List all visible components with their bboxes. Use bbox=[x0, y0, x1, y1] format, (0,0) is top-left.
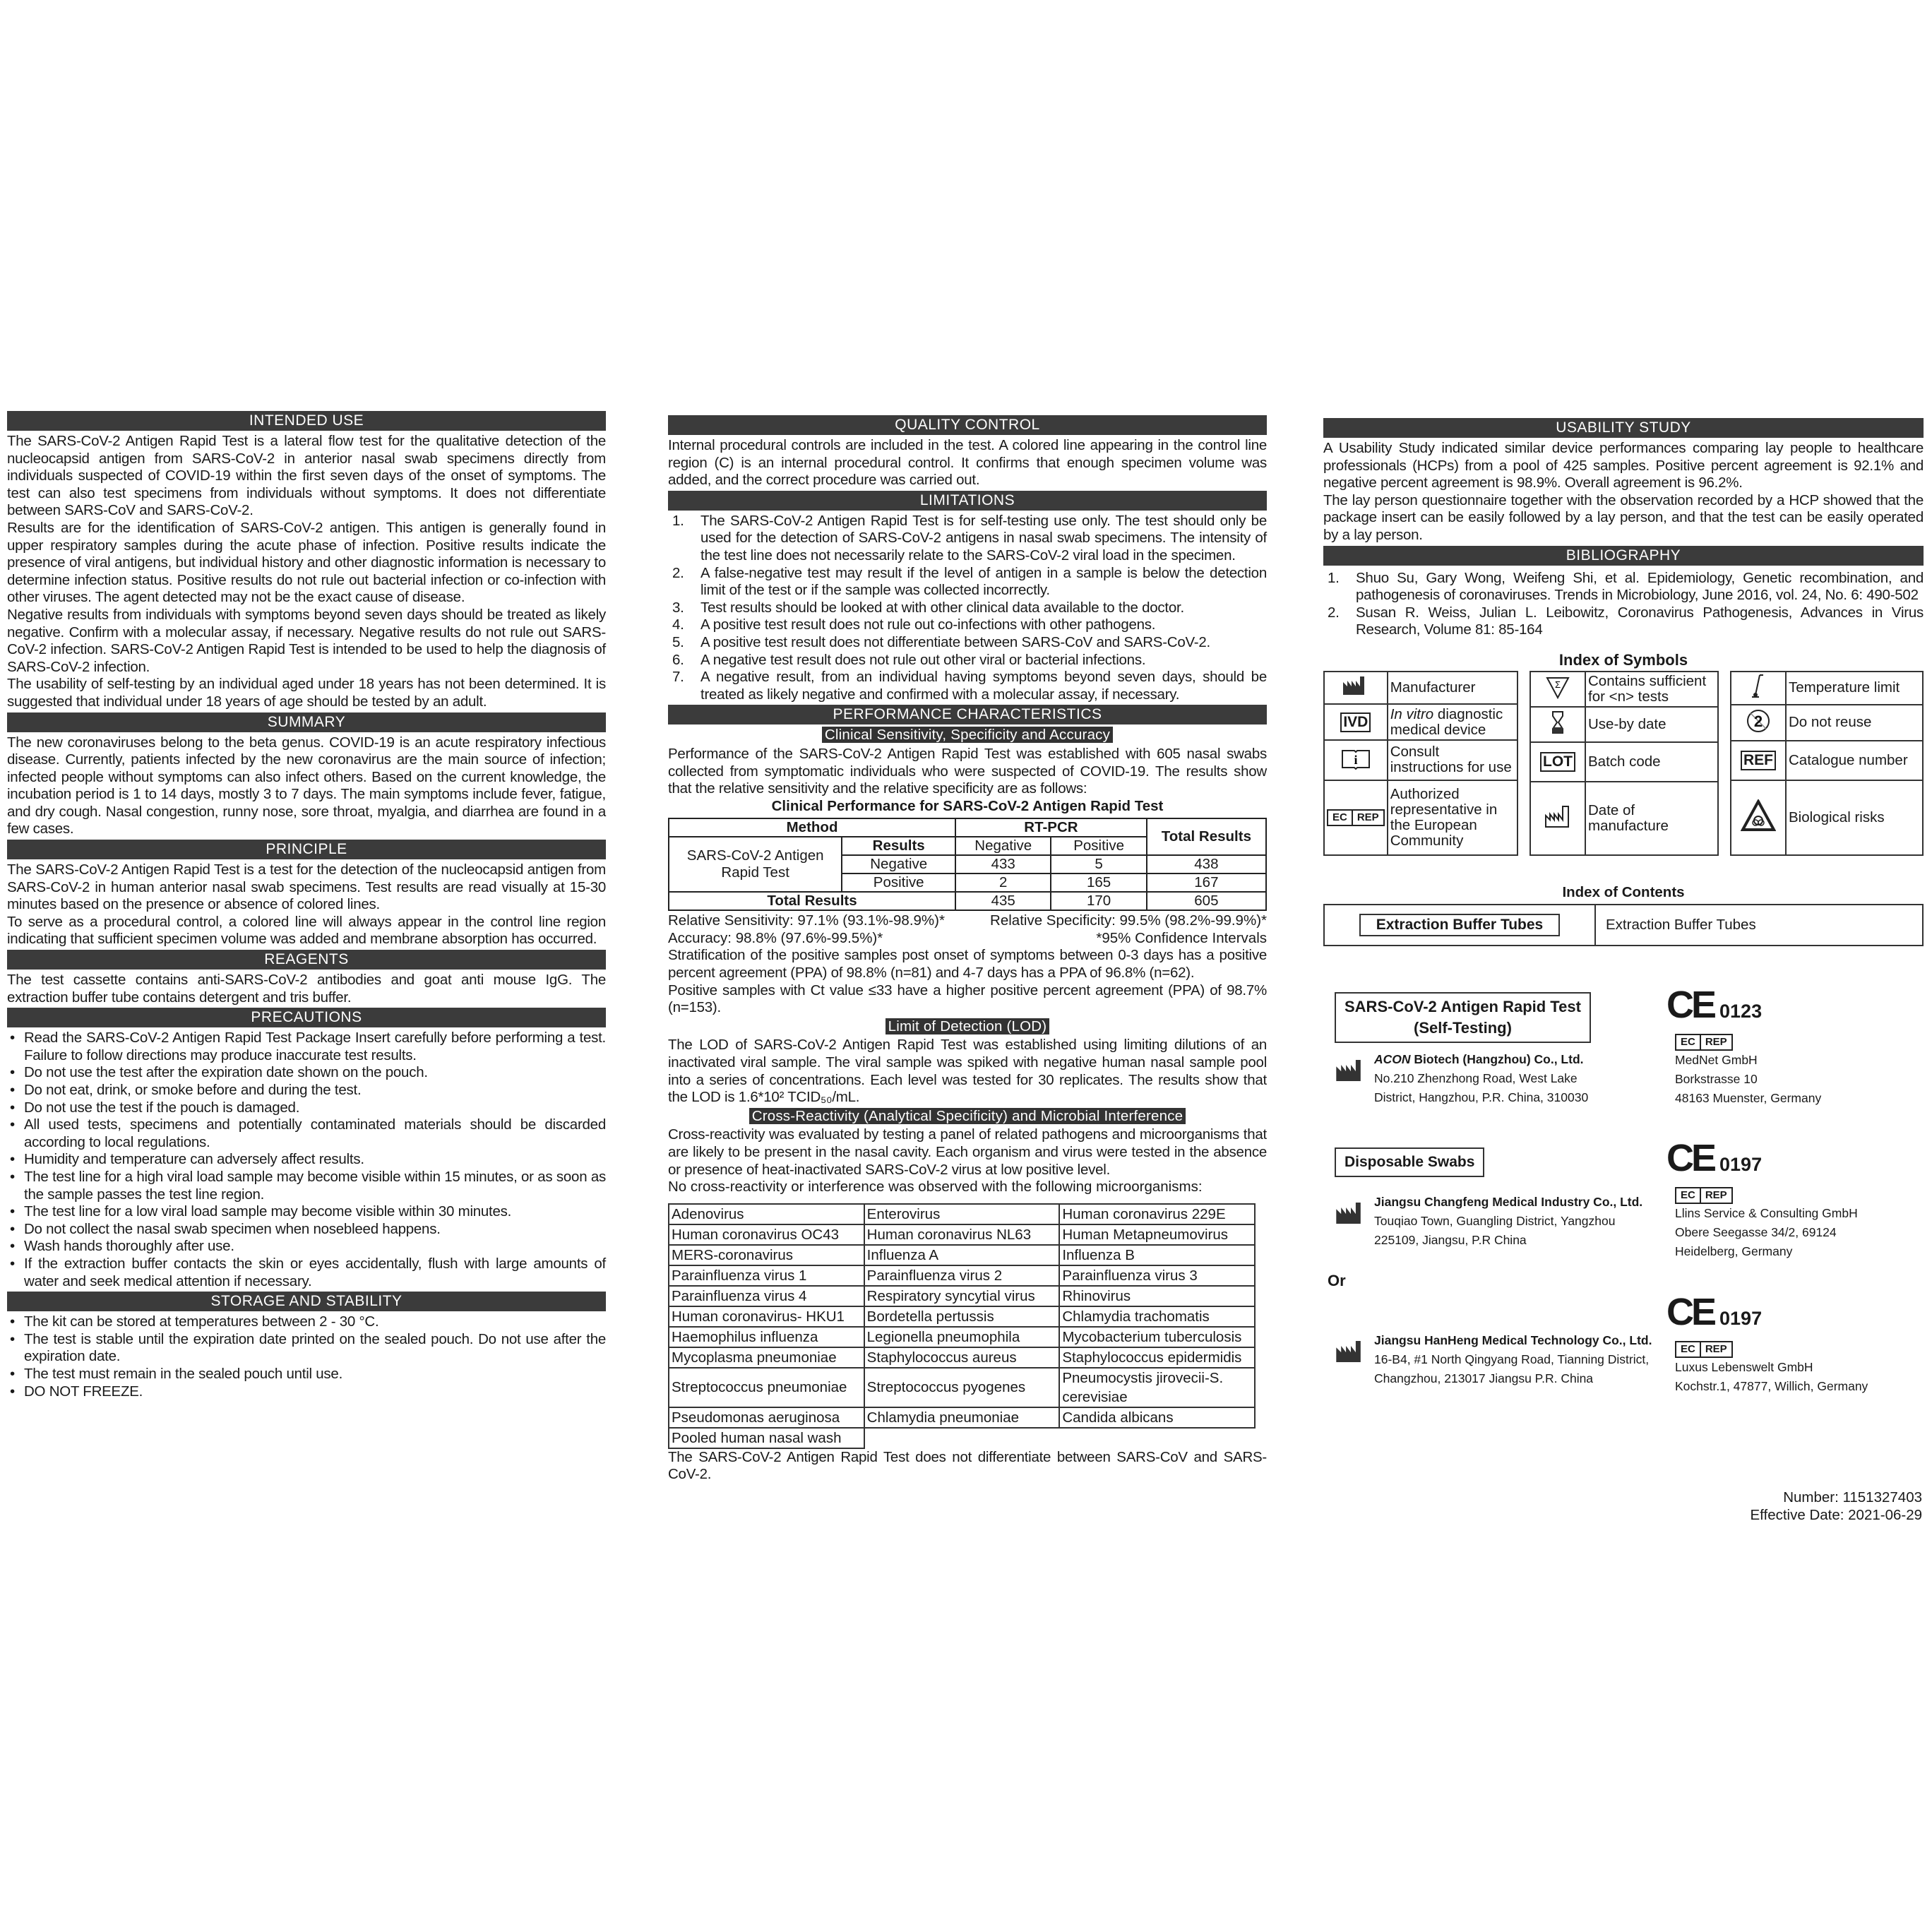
lod-subheading-row bbox=[668, 1018, 1267, 1036]
organism-cell: Streptococcus pneumoniae bbox=[669, 1368, 864, 1407]
symbol-icon-cell bbox=[1530, 672, 1585, 707]
item-number: 3. bbox=[672, 599, 684, 616]
swabs-label: Disposable Swabs bbox=[1344, 1154, 1475, 1170]
table-cell: 167 bbox=[1147, 873, 1266, 892]
organism-cell: MERS-coronavirus bbox=[669, 1245, 864, 1265]
intended-use-paragraph: The SARS-CoV-2 Antigen Rapid Test is a lateral flow test for the qualitative detection of the nucleocapsid antigen from SARS-CoV-2 in anterior nasal swab specimens directly from individuals suspected of COVID-19 within the first seven days of the onset of symptoms. The test can also test specimens from individuals without symptoms. It does not differentiate between SARS-CoV and SARS-CoV-2. bbox=[7, 433, 606, 519]
cross-subheading: Cross-Reactivity (Analytical Specificity) and Microbial Interference bbox=[749, 1108, 1186, 1124]
clinical-subheading: Clinical Sensitivity, Specificity and Accuracy bbox=[822, 727, 1113, 743]
header-cell: Positive bbox=[1051, 837, 1146, 855]
ec-label: EC bbox=[1681, 1343, 1695, 1355]
header-cell: Method bbox=[669, 818, 955, 837]
lot-icon: LOT bbox=[1540, 752, 1575, 772]
middle-column bbox=[668, 414, 1267, 1484]
product-title-box bbox=[1335, 992, 1591, 1043]
principle-paragraph: The SARS-CoV-2 Antigen Rapid Test is a test for the detection of the nucleocapsid antigen from SARS-CoV-2 in human anterior nasal swab specimens. Test results are read visually at 15-30 minutes based on the presence or absence of colored lines. bbox=[7, 861, 606, 913]
contents-item-text: Extraction Buffer Tubes bbox=[1606, 916, 1756, 933]
symbol-label: Consult instructions for use bbox=[1388, 740, 1517, 780]
manufacturer-changfeng bbox=[1335, 1193, 1642, 1250]
bibliography-list bbox=[1323, 570, 1924, 639]
product-block bbox=[1335, 992, 1591, 1107]
symbol-label: Temperature limit bbox=[1786, 672, 1923, 705]
symbols-title: Index of Symbols bbox=[1558, 650, 1688, 669]
principle-paragraph: To serve as a procedural control, a colored line will always appear in the control line region indicating that sufficient specimen volume was added and membrane absorption has occurred. bbox=[7, 913, 606, 948]
table-row bbox=[669, 1306, 1255, 1327]
right-column bbox=[1323, 417, 1924, 946]
bibliography-header: BIBLIOGRAPHY bbox=[1323, 546, 1924, 566]
contents-left bbox=[1325, 905, 1596, 945]
symbol-icon-cell bbox=[1530, 742, 1585, 782]
item-number: 6. bbox=[672, 651, 684, 668]
list-item bbox=[668, 513, 1267, 565]
symbol-label: Batch code bbox=[1585, 742, 1718, 782]
organism-cell: Chlamydia trachomatis bbox=[1059, 1306, 1255, 1327]
ec-label: EC bbox=[1681, 1036, 1695, 1048]
ce-mark: CE 0197 bbox=[1666, 1137, 1763, 1179]
header-cell: Results bbox=[842, 837, 955, 855]
organism-cell: Chlamydia pneumoniae bbox=[864, 1407, 1060, 1428]
product-block bbox=[1666, 985, 1821, 1108]
limitations-list bbox=[668, 513, 1267, 704]
symbol-row bbox=[1324, 780, 1517, 855]
organism-cell: Parainfluenza virus 1 bbox=[669, 1265, 864, 1286]
symbol-icon-cell bbox=[1731, 741, 1786, 781]
ec-label: EC bbox=[1681, 1189, 1695, 1201]
organism-cell: Human coronavirus 229E bbox=[1059, 1204, 1255, 1224]
manufacturer-info bbox=[1374, 1193, 1642, 1250]
organism-cell: Human coronavirus OC43 bbox=[669, 1224, 864, 1245]
symbol-row bbox=[1731, 672, 1923, 705]
product-block bbox=[1666, 1292, 1868, 1396]
symbol-row bbox=[1530, 672, 1718, 707]
table-row bbox=[669, 1265, 1255, 1286]
principle-header: PRINCIPLE bbox=[7, 840, 606, 859]
specificity: Relative Specificity: 99.5% (98.2%-99.9%)* bbox=[990, 912, 1267, 929]
address-line: Changzhou, 213017 Jiangsu P.R. China bbox=[1374, 1371, 1594, 1385]
symbol-row bbox=[1530, 782, 1718, 855]
ivd-icon: IVD bbox=[1340, 712, 1371, 732]
symbol-label: Contains sufficient for <n> tests bbox=[1585, 672, 1718, 707]
table-cell: 438 bbox=[1147, 855, 1266, 873]
manufacturer-name: Jiangsu HanHeng Medical Technology Co., Ltd. bbox=[1374, 1333, 1652, 1347]
symbol-label: In vitro diagnostic medical device bbox=[1388, 704, 1517, 740]
table-row bbox=[669, 1347, 1255, 1368]
closing-text: The SARS-CoV-2 Antigen Rapid Test does not differentiate between SARS-CoV and SARS-CoV-2. bbox=[668, 1448, 1267, 1483]
address-line: Touqiao Town, Guangling District, Yangzhou bbox=[1374, 1214, 1616, 1228]
list-item bbox=[668, 616, 1267, 634]
brand: ACON bbox=[1374, 1052, 1411, 1066]
item-text: A positive test result does not differentiate between SARS-CoV and SARS-CoV-2. bbox=[700, 633, 1210, 650]
summary-paragraph: The new coronaviruses belong to the beta genus. COVID-19 is an acute respiratory infectious disease. Currently, patients infected by the new coronavirus are the main source of infection; infected people without symptoms can also infect others. Based on the current knowledge, the incubation period is 1 to 14 days, mostly 3 to 7 days. The main symptoms include fever, fatigue, and dry cough. Nasal congestion, runny nose, sore throat, myalgia, and diarrhea are found in a few cases. bbox=[7, 734, 606, 837]
item-number: 7. bbox=[672, 669, 684, 686]
organisms-table bbox=[668, 1203, 1256, 1449]
organism-cell: Rhinovirus bbox=[1059, 1286, 1255, 1306]
manufacturer-hanheng bbox=[1335, 1331, 1652, 1388]
table-cell: Total Results bbox=[669, 892, 955, 910]
rep-address-line: Llins Service & Consulting GmbH bbox=[1675, 1206, 1858, 1220]
item-text: A positive test result does not rule out co-infections with other pathogens. bbox=[700, 616, 1156, 633]
ci-note: *95% Confidence Intervals bbox=[1096, 929, 1267, 946]
quality-control-header: QUALITY CONTROL bbox=[668, 415, 1267, 435]
list-item bbox=[668, 600, 1267, 617]
svg-text:Σ: Σ bbox=[1554, 679, 1561, 691]
contents-title: Index of Contents bbox=[1562, 883, 1685, 900]
lod-subheading: Limit of Detection (LOD) bbox=[886, 1018, 1050, 1034]
effective-date: Effective Date: 2021-06-29 bbox=[1750, 1507, 1922, 1523]
cross-subheading-row bbox=[668, 1108, 1267, 1126]
symbol-icon-cell bbox=[1324, 780, 1388, 855]
thermometer-icon bbox=[1748, 686, 1769, 703]
product-sub: (Self-Testing) bbox=[1414, 1019, 1512, 1037]
contents-item-boxed: Extraction Buffer Tubes bbox=[1359, 914, 1560, 937]
table-cell: 433 bbox=[955, 855, 1051, 873]
symbol-label: Date of manufacture bbox=[1585, 782, 1718, 855]
rep-address-line: MedNet GmbH bbox=[1675, 1053, 1758, 1067]
accuracy: Accuracy: 98.8% (97.6%-99.5%)* bbox=[668, 929, 883, 946]
product-block bbox=[1666, 1138, 1858, 1261]
biohazard-icon bbox=[1741, 819, 1776, 835]
product-name: SARS-CoV-2 Antigen Rapid Test bbox=[1344, 998, 1581, 1015]
header-cell: RT-PCR bbox=[955, 818, 1147, 837]
symbols-grid bbox=[1323, 671, 1924, 856]
table-row bbox=[669, 1204, 1255, 1224]
table-row bbox=[669, 892, 1266, 910]
company: Biotech (Hangzhou) Co., Ltd. bbox=[1410, 1052, 1584, 1066]
table-row bbox=[669, 1286, 1255, 1306]
organism-cell: Parainfluenza virus 3 bbox=[1059, 1265, 1255, 1286]
rep-address-line: Heidelberg, Germany bbox=[1675, 1244, 1793, 1258]
rep-label: REP bbox=[1352, 811, 1383, 825]
item-number: 1. bbox=[672, 512, 684, 529]
table-cell: 5 bbox=[1051, 855, 1146, 873]
cross-text-2: No cross-reactivity or interference was observed with the following microorganisms: bbox=[668, 1179, 1203, 1195]
item-text: A negative test result does not rule out other viral or bacterial infections. bbox=[700, 651, 1146, 668]
symbol-label: Biological risks bbox=[1786, 780, 1923, 854]
product-block bbox=[1335, 1324, 1652, 1388]
organism-cell: Parainfluenza virus 4 bbox=[669, 1286, 864, 1306]
ec-label: EC bbox=[1332, 811, 1347, 824]
symbol-label: Do not reuse bbox=[1786, 705, 1923, 741]
item-number: 4. bbox=[672, 616, 684, 633]
table-cell: 435 bbox=[955, 892, 1051, 910]
organism-cell: Mycoplasma pneumoniae bbox=[669, 1347, 864, 1368]
stats-row bbox=[668, 912, 1267, 930]
cross-text: Cross-reactivity was evaluated by testing a panel of related pathogens and microorganisms that are likely to be present in the nasal cavity. Each organism and virus were tested in the absence or presence of heat-inactivated SARS-CoV-2 virus at low positive level. bbox=[668, 1126, 1267, 1178]
list-item: • The test is stable until the expiration date printed on the sealed pouch. Do not use after the expiration date. bbox=[7, 1331, 606, 1366]
table-cell: 605 bbox=[1147, 892, 1266, 910]
organism-cell: Human coronavirus- HKU1 bbox=[669, 1306, 864, 1327]
table-row bbox=[669, 1327, 1255, 1347]
organism-cell: Candida albicans bbox=[1059, 1407, 1255, 1428]
list-item: • All used tests, specimens and potentially contaminated materials should be discarded according to local regulations. bbox=[7, 1116, 606, 1151]
list-item bbox=[1323, 604, 1924, 639]
symbol-row bbox=[1324, 740, 1517, 780]
list-item: • The test must remain in the sealed pouch until use. bbox=[7, 1366, 606, 1383]
rep-address-line: Kochstr.1, 47877, Willich, Germany bbox=[1675, 1379, 1868, 1393]
stratification-text: Stratification of the positive samples post onset of symptoms between 0-3 days has a positive percent agreement (PPA) of 98.8% (n=81) and 4-7 days has a PPA of 96.8% (n=62). bbox=[668, 947, 1267, 982]
symbols-table bbox=[1323, 671, 1518, 856]
organism-cell: Legionella pneumophila bbox=[864, 1327, 1060, 1347]
manufacturer-icon bbox=[1335, 1338, 1367, 1388]
list-item: • The test line for a low viral load sample may become visible within 30 minutes. bbox=[7, 1203, 606, 1221]
manufacturer-name bbox=[1374, 1050, 1588, 1069]
symbol-row bbox=[1731, 741, 1923, 781]
item-text: The SARS-CoV-2 Antigen Rapid Test is for self-testing use only. The test should only be used for the detection of SARS-CoV-2 antigens in nasal swab specimens. The intensity of the test line does not necessarily relate to the SARS-CoV-2 viral load in the specimen. bbox=[700, 512, 1267, 564]
ce-mark: CE 0197 bbox=[1666, 1291, 1763, 1333]
address-line: District, Hangzhou, P.R. China, 310030 bbox=[1374, 1090, 1589, 1104]
table-cell: Negative bbox=[842, 855, 955, 873]
manufacturer-icon bbox=[1335, 1200, 1367, 1250]
rep-address-line: Obere Seegasse 34/2, 69124 bbox=[1675, 1225, 1837, 1239]
symbol-label: Manufacturer bbox=[1388, 672, 1517, 705]
item-number: 5. bbox=[672, 633, 684, 650]
organism-cell: Staphylococcus epidermidis bbox=[1059, 1347, 1255, 1368]
organism-cell: Human coronavirus NL63 bbox=[864, 1224, 1060, 1245]
symbol-icon-cell bbox=[1324, 672, 1388, 705]
intended-use-paragraph: Negative results from individuals with symptoms beyond seven days should be treated as likely negative. Confirm with a molecular assay, if necessary. Negative results do not rule out SARS-CoV-2 infection. SARS-CoV-2 Antigen Rapid Test is intended to be used to help the diagnosis of SARS-CoV-2 infection. bbox=[7, 606, 606, 675]
list-item bbox=[668, 652, 1267, 669]
item-text: Test results should be looked at with other clinical data available to the doctor. bbox=[700, 599, 1184, 616]
symbols-table bbox=[1530, 671, 1719, 856]
consult-instructions-icon bbox=[1341, 752, 1371, 774]
rep-address-line: Borkstrasse 10 bbox=[1675, 1072, 1758, 1086]
symbol-icon-cell bbox=[1731, 705, 1786, 741]
item-text: A false-negative test may result if the level of antigen in a sample is below the detection limit of the test or if the sample was collected incorrectly. bbox=[700, 564, 1267, 599]
symbol-row bbox=[1731, 780, 1923, 854]
storage-list bbox=[7, 1313, 606, 1400]
summary-header: SUMMARY bbox=[7, 712, 606, 732]
ce-number: 0123 bbox=[1719, 1001, 1763, 1022]
organism-cell: Enterovirus bbox=[864, 1204, 1060, 1224]
symbol-row bbox=[1530, 707, 1718, 742]
reagents-header: REAGENTS bbox=[7, 950, 606, 970]
performance-header: PERFORMANCE CHARACTERISTICS bbox=[668, 705, 1267, 724]
list-item: • Wash hands thoroughly after use. bbox=[7, 1238, 606, 1256]
table-row bbox=[669, 1245, 1255, 1265]
limitations-header: LIMITATIONS bbox=[668, 491, 1267, 511]
lod-text: The LOD of SARS-CoV-2 Antigen Rapid Test was established using limiting dilutions of an inactivated viral sample. The viral sample was spiked with negative human nasal sample pool into a series of concentrations. Each level was tested for 30 replicates. The results show that the LOD is 1.6*10² TCID₅₀/mL. bbox=[668, 1037, 1267, 1106]
manufacturer-info bbox=[1374, 1331, 1652, 1388]
intended-use-header: INTENDED USE bbox=[7, 411, 606, 431]
svg-text:i: i bbox=[1354, 752, 1358, 767]
organism-cell: Pseudomonas aeruginosa bbox=[669, 1407, 864, 1428]
table-row bbox=[669, 1407, 1255, 1428]
symbol-label: Authorized representative in the European Community bbox=[1388, 780, 1517, 855]
ec-rep-icon bbox=[1675, 1034, 1733, 1051]
symbol-icon-cell bbox=[1324, 740, 1388, 780]
sigma-tests-icon bbox=[1545, 679, 1570, 703]
symbol-icon-cell bbox=[1530, 782, 1585, 855]
rep-address-line: 48163 Muenster, Germany bbox=[1675, 1091, 1822, 1105]
table-cell: 165 bbox=[1051, 873, 1146, 892]
ec-rep-icon bbox=[1327, 809, 1385, 826]
table-row bbox=[669, 818, 1266, 837]
list-item bbox=[1323, 570, 1924, 604]
organism-cell: Respiratory syncytial virus bbox=[864, 1286, 1060, 1306]
organism-cell: Haemophilus influenza bbox=[669, 1327, 864, 1347]
product-block bbox=[1335, 1147, 1642, 1250]
list-item bbox=[668, 634, 1267, 652]
list-item: • Do not use the test after the expiration date shown on the pouch. bbox=[7, 1064, 606, 1082]
ref-icon: REF bbox=[1741, 751, 1776, 770]
header-cell: Negative bbox=[955, 837, 1051, 855]
table-cell: Positive bbox=[842, 873, 955, 892]
symbol-icon-cell bbox=[1530, 707, 1585, 742]
list-item: • Do not use the test if the pouch is damaged. bbox=[7, 1099, 606, 1117]
list-item bbox=[668, 669, 1267, 703]
footer bbox=[1751, 1489, 1923, 1524]
organism-cell: Adenovirus bbox=[669, 1204, 864, 1224]
manufacturer-icon bbox=[1342, 684, 1370, 700]
reagents-paragraph: The test cassette contains anti-SARS-CoV-2 antibodies and goat anti mouse IgG. The extraction buffer tube contains detergent and tris buffer. bbox=[7, 972, 606, 1006]
manufacturer-acon bbox=[1335, 1050, 1591, 1107]
rep-label: REP bbox=[1700, 1035, 1731, 1049]
address-line: 16-B4, #1 North Qingyang Road, Tianning District, bbox=[1374, 1352, 1650, 1366]
list-item: • Read the SARS-CoV-2 Antigen Rapid Test Package Insert carefully before performing a test. Failure to follow directions may produce inaccurate test results. bbox=[7, 1030, 606, 1064]
product-block: Or bbox=[1328, 1272, 1346, 1289]
symbol-row bbox=[1731, 705, 1923, 741]
ce-mark: CE 0123 bbox=[1666, 984, 1763, 1026]
organism-cell: Staphylococcus aureus bbox=[864, 1347, 1060, 1368]
table-row bbox=[669, 1224, 1255, 1245]
date-of-manufacture-icon bbox=[1544, 816, 1572, 832]
intended-use-paragraph: Results are for the identification of SARS-CoV-2 antigen. This antigen is generally found in upper respiratory samples during the acute phase of infection. Positive results indicate the presence of viral antigens, but individual history and other diagnostic information is necessary to determine infection status. Positive results do not rule out bacterial infection or co-infection with other viruses. The agent detected may not be the exact cause of disease. bbox=[7, 519, 606, 606]
swabs-title-box bbox=[1335, 1147, 1484, 1177]
storage-header: STORAGE AND STABILITY bbox=[7, 1292, 606, 1311]
organism-cell: Parainfluenza virus 2 bbox=[864, 1265, 1060, 1286]
item-number: 2. bbox=[1328, 604, 1340, 621]
symbol-icon-cell bbox=[1324, 704, 1388, 740]
symbol-row bbox=[1530, 742, 1718, 782]
document-number: Number: 1151327403 bbox=[1783, 1489, 1922, 1505]
item-text: Susan R. Weiss, Julian L. Leibowitz, Coronavirus Pathogenesis, Advances in Virus Research, Volume 81: 85-164 bbox=[1356, 604, 1924, 638]
list-item: • The test line for a high viral load sample may become visible within 15 minutes, or as soon as the sample passes the test line region. bbox=[7, 1169, 606, 1203]
svg-text:2: 2 bbox=[1753, 712, 1763, 730]
address-line: 225109, Jiangsu, P.R China bbox=[1374, 1233, 1527, 1247]
symbol-label: Use-by date bbox=[1585, 707, 1718, 742]
rep-address-line: Luxus Lebenswelt GmbH bbox=[1675, 1360, 1813, 1374]
organism-cell: Influenza B bbox=[1059, 1245, 1255, 1265]
ct-text: Positive samples with Ct value ≤33 have a higher positive percent agreement (PPA) of 98.7% (n=153). bbox=[668, 982, 1267, 1016]
organism-cell: Influenza A bbox=[864, 1245, 1060, 1265]
symbol-row bbox=[1324, 704, 1517, 740]
usability-paragraph: The lay person questionnaire together with the observation recorded by a HCP showed that the package insert can be easily followed by a lay person, and that the test can be easily operated by a lay person. bbox=[1323, 491, 1924, 543]
item-number: 2. bbox=[672, 564, 684, 581]
address-line: No.210 Zhenzhong Road, West Lake bbox=[1374, 1071, 1578, 1085]
symbol-label: Catalogue number bbox=[1786, 741, 1923, 781]
list-item: • Humidity and temperature can adversely affect results. bbox=[7, 1151, 606, 1169]
manufacturer-info bbox=[1374, 1050, 1588, 1107]
contents-box bbox=[1323, 904, 1924, 946]
list-item: • The kit can be stored at temperatures between 2 - 30 °C. bbox=[7, 1313, 606, 1331]
precautions-header: PRECAUTIONS bbox=[7, 1008, 606, 1027]
manufacturer-name: Jiangsu Changfeng Medical Industry Co., Ltd. bbox=[1374, 1195, 1643, 1209]
symbol-row bbox=[1324, 672, 1517, 705]
ec-rep-icon bbox=[1675, 1341, 1733, 1358]
intended-use-paragraph: The usability of self-testing by an individual aged under 18 years has not been determined. It is suggested that individual under 18 years of age should be tested by an adult. bbox=[7, 676, 606, 710]
stats-row bbox=[668, 930, 1267, 948]
item-text: Shuo Su, Gary Wong, Weifeng Shi, et al. Epidemiology, Genetic recombination, and pathogenesis of coronaviruses. Trends in Microbiology, June 2016, vol. 24, No. 6: 490-502 bbox=[1356, 569, 1924, 604]
ce-number: 0197 bbox=[1719, 1308, 1763, 1329]
rep-label: REP bbox=[1700, 1188, 1731, 1203]
organism-cell: Human Metapneumovirus bbox=[1059, 1224, 1255, 1245]
list-item: • If the extraction buffer contacts the skin or eyes accidentally, flush with large amounts of water and seek medical attention if necessary. bbox=[7, 1256, 606, 1290]
usability-paragraph: A Usability Study indicated similar device performances comparing lay people to healthcare professionals (HCPs) from a pool of 425 samples. Positive percent agreement is 92.1% and negative percent agreement is 98.9%. Overall agreement is 96.2%. bbox=[1323, 440, 1924, 491]
clinical-text: Performance of the SARS-CoV-2 Antigen Rapid Test was established with 605 nasal swabs collected from symptomatic individuals who were suspected of COVID-19. The results show that the relative sensitivity and the relative specificity are as follows: bbox=[668, 745, 1267, 797]
organism-cell: Mycobacterium tuberculosis bbox=[1059, 1327, 1255, 1347]
header-cell: Total Results bbox=[1147, 818, 1266, 855]
table-title: Clinical Performance for SARS-CoV-2 Antigen Rapid Test bbox=[771, 797, 1164, 814]
sensitivity: Relative Sensitivity: 97.1% (93.1%-98.9%)* bbox=[668, 912, 945, 929]
test-name-cell: SARS-CoV-2 Antigen Rapid Test bbox=[669, 837, 842, 892]
table-cell: 2 bbox=[955, 873, 1051, 892]
quality-control-paragraph: Internal procedural controls are included in the test. A colored line appearing in the control line region (C) is an internal procedural control. It confirms that enough specimen volume was added, and the correct procedure was carried out. bbox=[668, 437, 1267, 489]
table-row bbox=[669, 1368, 1255, 1407]
table-row bbox=[669, 1428, 1255, 1448]
table-cell: 170 bbox=[1051, 892, 1146, 910]
do-not-reuse-icon bbox=[1746, 712, 1771, 737]
symbols-table bbox=[1730, 671, 1924, 856]
ec-rep-icon bbox=[1675, 1187, 1733, 1204]
item-text: A negative result, from an individual having symptoms beyond seven days, should be treated as likely negative and confirmed with a molecular assay, if necessary. bbox=[700, 669, 1267, 703]
symbol-icon-cell bbox=[1731, 780, 1786, 854]
item-number: 1. bbox=[1328, 569, 1340, 586]
precautions-list bbox=[7, 1030, 606, 1290]
organism-cell: Bordetella pertussis bbox=[864, 1306, 1060, 1327]
list-item: • DO NOT FREEZE. bbox=[7, 1383, 606, 1401]
list-item: • Do not eat, drink, or smoke before and during the test. bbox=[7, 1082, 606, 1099]
symbol-icon-cell bbox=[1731, 672, 1786, 705]
ce-number: 0197 bbox=[1719, 1154, 1763, 1175]
rep-label: REP bbox=[1700, 1342, 1731, 1356]
manufacturer-icon bbox=[1335, 1057, 1367, 1107]
usability-header: USABILITY STUDY bbox=[1323, 418, 1924, 438]
list-item bbox=[668, 565, 1267, 600]
organism-cell: Pneumocystis jirovecii-S. cerevisiae bbox=[1059, 1368, 1255, 1407]
list-item: • Do not collect the nasal swab specimen when nosebleed happens. bbox=[7, 1221, 606, 1239]
clinical-subheading-row bbox=[668, 727, 1267, 744]
clinical-performance-table bbox=[668, 818, 1267, 911]
organism-cell: Pooled human nasal wash bbox=[669, 1428, 864, 1448]
organism-cell: Streptococcus pyogenes bbox=[864, 1368, 1060, 1407]
hourglass-icon bbox=[1551, 722, 1565, 738]
left-column bbox=[7, 410, 606, 1400]
